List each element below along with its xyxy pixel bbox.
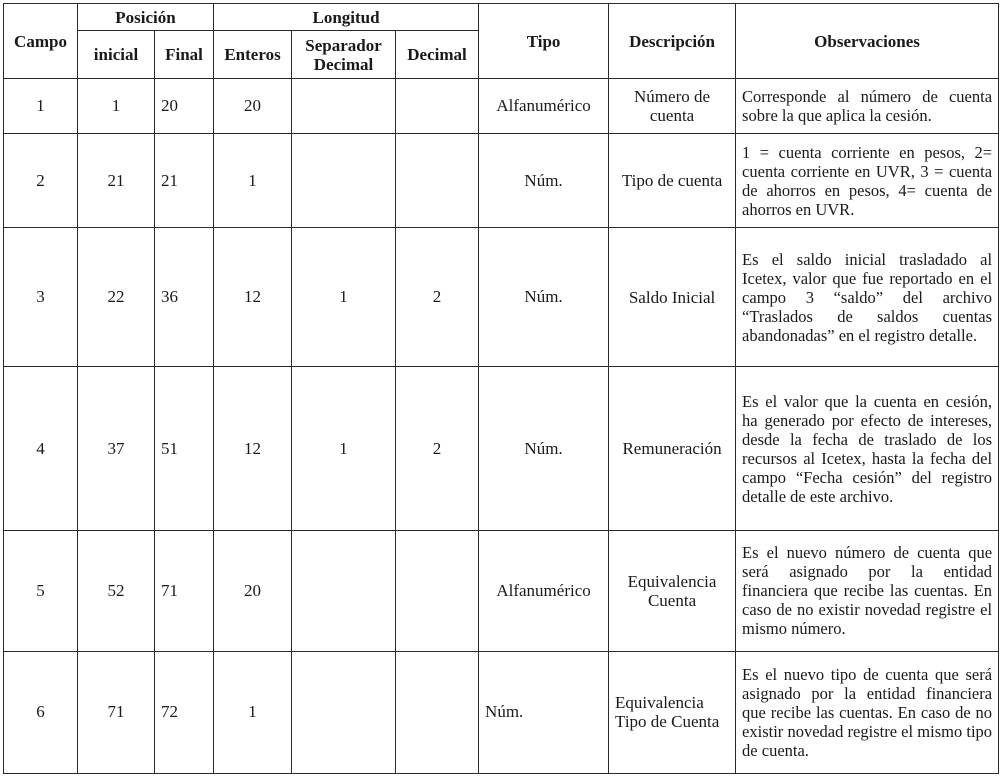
header-descripcion: Descripción bbox=[609, 4, 736, 79]
cell-tipo: Alfanumérico bbox=[479, 79, 609, 134]
cell-observaciones: Es el nuevo tipo de cuenta que será asignado por la entidad financiera que recibe las cuentas. En caso de no existir novedad registre el mismo tipo de cuenta. bbox=[736, 651, 999, 773]
header-tipo: Tipo bbox=[479, 4, 609, 79]
cell-descripcion: Equivalencia Cuenta bbox=[609, 531, 736, 651]
cell-enteros: 12 bbox=[214, 228, 292, 366]
cell-separador: 1 bbox=[292, 228, 396, 366]
cell-descripcion: Equivalencia Tipo de Cuenta bbox=[609, 651, 736, 773]
table-row bbox=[4, 134, 999, 228]
header-enteros: Enteros bbox=[214, 31, 292, 79]
header-decimal: Decimal bbox=[396, 31, 479, 79]
cell-tipo: Alfanumérico bbox=[479, 531, 609, 651]
cell-inicial: 22 bbox=[78, 228, 155, 366]
cell-decimal bbox=[396, 651, 479, 773]
cell-enteros: 20 bbox=[214, 79, 292, 134]
cell-campo: 1 bbox=[4, 79, 78, 134]
field-spec-table bbox=[3, 3, 999, 774]
cell-tipo: Núm. bbox=[479, 228, 609, 366]
table-row bbox=[4, 651, 999, 773]
cell-separador: 1 bbox=[292, 366, 396, 530]
cell-inicial: 52 bbox=[78, 531, 155, 651]
cell-decimal: 2 bbox=[396, 366, 479, 530]
cell-final: 36 bbox=[155, 228, 214, 366]
cell-campo: 5 bbox=[4, 531, 78, 651]
cell-observaciones: Corresponde al número de cuenta sobre la que aplica la cesión. bbox=[736, 79, 999, 134]
header-campo: Campo bbox=[4, 4, 78, 79]
cell-separador bbox=[292, 134, 396, 228]
table-row bbox=[4, 228, 999, 366]
cell-decimal bbox=[396, 79, 479, 134]
cell-final: 71 bbox=[155, 531, 214, 651]
cell-observaciones: Es el valor que la cuenta en cesión, ha generado por efecto de intereses, desde la fecha de traslado de los recursos al Icetex, hasta la fecha del campo “Fecha cesión” del registro detalle de este archivo. bbox=[736, 366, 999, 530]
header-longitud: Longitud bbox=[214, 4, 479, 31]
cell-campo: 3 bbox=[4, 228, 78, 366]
cell-final: 21 bbox=[155, 134, 214, 228]
cell-enteros: 1 bbox=[214, 134, 292, 228]
cell-descripcion: Número de cuenta bbox=[609, 79, 736, 134]
cell-tipo: Núm. bbox=[479, 366, 609, 530]
header-final: Final bbox=[155, 31, 214, 79]
cell-enteros: 12 bbox=[214, 366, 292, 530]
cell-inicial: 1 bbox=[78, 79, 155, 134]
cell-decimal: 2 bbox=[396, 228, 479, 366]
cell-tipo: Núm. bbox=[479, 651, 609, 773]
cell-descripcion: Saldo Inicial bbox=[609, 228, 736, 366]
cell-tipo: Núm. bbox=[479, 134, 609, 228]
cell-separador bbox=[292, 531, 396, 651]
cell-inicial: 21 bbox=[78, 134, 155, 228]
cell-decimal bbox=[396, 531, 479, 651]
cell-separador bbox=[292, 79, 396, 134]
cell-campo: 4 bbox=[4, 366, 78, 530]
table-row bbox=[4, 79, 999, 134]
cell-enteros: 1 bbox=[214, 651, 292, 773]
cell-campo: 6 bbox=[4, 651, 78, 773]
header-posicion: Posición bbox=[78, 4, 214, 31]
cell-observaciones: 1 = cuenta corriente en pesos, 2= cuenta corriente en UVR, 3 = cuenta de ahorros en pesos, 4= cuenta de ahorros en UVR. bbox=[736, 134, 999, 228]
cell-final: 20 bbox=[155, 79, 214, 134]
header-observaciones: Observaciones bbox=[736, 4, 999, 79]
cell-campo: 2 bbox=[4, 134, 78, 228]
cell-final: 51 bbox=[155, 366, 214, 530]
cell-final: 72 bbox=[155, 651, 214, 773]
cell-inicial: 37 bbox=[78, 366, 155, 530]
cell-separador bbox=[292, 651, 396, 773]
header-inicial: inicial bbox=[78, 31, 155, 79]
cell-descripcion: Tipo de cuenta bbox=[609, 134, 736, 228]
cell-enteros: 20 bbox=[214, 531, 292, 651]
header-separador-decimal: Separador Decimal bbox=[292, 31, 396, 79]
table-row bbox=[4, 531, 999, 651]
cell-descripcion: Remuneración bbox=[609, 366, 736, 530]
cell-observaciones: Es el saldo inicial trasladado al Icetex, valor que fue reportado en el campo 3 “saldo” del archivo “Traslados de saldos cuentas abandonadas” en el registro detalle. bbox=[736, 228, 999, 366]
cell-observaciones: Es el nuevo número de cuenta que será asignado por la entidad financiera que recibe las cuentas. En caso de no existir novedad registre el mismo número. bbox=[736, 531, 999, 651]
table-row bbox=[4, 366, 999, 530]
cell-decimal bbox=[396, 134, 479, 228]
cell-inicial: 71 bbox=[78, 651, 155, 773]
